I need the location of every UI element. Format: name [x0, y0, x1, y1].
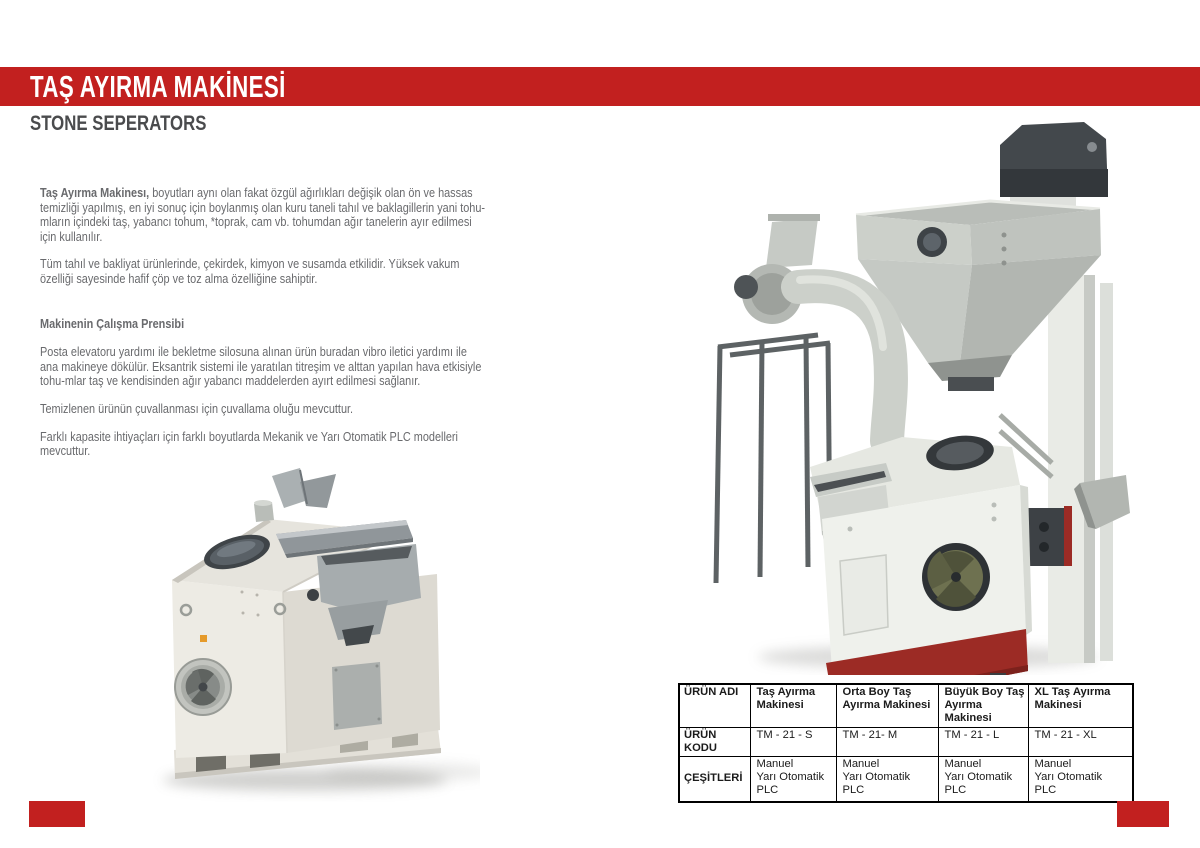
table-row-product-name: [679, 684, 1133, 727]
product-variants-cell: [836, 757, 938, 803]
product-code-cell: TM - 21- M: [836, 727, 938, 756]
page-title: TAŞ AYIRMA MAKİNESİ: [30, 69, 286, 104]
variant-line: Yarı Otomatik: [842, 771, 911, 784]
variant-line: Yarı Otomatik: [1034, 771, 1103, 784]
flow-paragraph: Posta elevatoru yardımı ile bekletme silosuna alınan ürün buradan vibro iletici yardımı ile ana makineye dökülür. Eksantrik sistemi ile yaratılan titreşim ve alttan yapılan hava etkisiyle tohu-mlar taş ve kendisinden ağır yabancı maddelerden ayırt edilmesi sağlanır.: [40, 344, 482, 389]
variant-line: Manuel: [756, 758, 794, 771]
product-name-cell: XL Taş Ayırma Makinesi: [1028, 684, 1133, 727]
page-header-bar: [0, 67, 1200, 106]
page-subtitle: STONE SEPERATORS: [30, 112, 207, 135]
product-name-cell: Büyük Boy Taş Ayırma Makinesi: [938, 684, 1028, 727]
intro-paragraph: [40, 186, 487, 244]
vacuum-paragraph: Tüm tahıl ve bakliyat ürünlerinde, çekirdek, kimyon ve susamda etkilidir. Yüksek vakum özelliği sayesinde hafif çöp ve toz alma özelliğine sahiptir.: [40, 256, 460, 286]
product-name-cell: Orta Boy Taş Ayırma Makinesi: [836, 684, 938, 727]
table-row-variants: [679, 757, 1133, 803]
product-variants-cell: [1028, 757, 1133, 803]
bottom-right-accent: [1117, 801, 1169, 827]
variant-line: Manuel: [944, 758, 982, 771]
intro-body: boyutları aynı olan fakat özgül ağırlıkları değişik olan ön ve hassas temizliği yapılmış, en iyi sonuç için boylanmış olan kuru taneli tahıl ve baklagillerin yani tohu-mların içindeki taş, yabancı tohum, *toprak, cam vb. tohumdan ağır tanelerin ayır edilmesi için kullanılır.: [40, 185, 486, 244]
large-stone-separator-image: [660, 115, 1180, 675]
models-paragraph: Farklı kapasite ihtiyaçları için farklı boyutlarda Mekanik ve Yarı Otomatik PLC modelleri mevcuttur.: [40, 428, 458, 459]
variant-line: Manuel: [842, 758, 880, 771]
small-stone-separator-image: [150, 462, 480, 802]
product-name-cell: Taş Ayırma Makinesi: [750, 684, 836, 727]
product-code-cell: TM - 21 - L: [938, 727, 1028, 756]
description-text: [40, 186, 487, 472]
product-code-cell: TM - 21 - XL: [1028, 727, 1133, 756]
small-machine-graphic: [150, 462, 480, 802]
variant-line: PLC: [756, 784, 779, 797]
table-row-product-code: [679, 727, 1133, 756]
product-variants-cell: [750, 757, 836, 803]
variant-line: Manuel: [1034, 758, 1072, 771]
bottom-left-accent: [29, 801, 85, 827]
product-code-cell: TM - 21 - S: [750, 727, 836, 756]
intro-lead: Taş Ayırma Makinesı,: [40, 185, 150, 200]
bagging-paragraph: Temizlenen ürünün çuvallanması için çuvallama oluğu mevcuttur.: [40, 400, 354, 416]
row-label-urun-kodu: ÜRÜN KODU: [679, 727, 750, 756]
variant-line: Yarı Otomatik: [756, 771, 825, 784]
product-variants-cell: [938, 757, 1028, 803]
row-label-urun-adi: ÜRÜN ADI: [679, 684, 750, 727]
variant-line: Yarı Otomatik: [944, 771, 1013, 784]
row-label-cesitleri: ÇEŞİTLERİ: [679, 757, 750, 803]
large-machine-graphic: [660, 115, 1180, 675]
variant-line: PLC: [944, 784, 967, 797]
working-principle-heading: Makinenin Çalışma Prensibi: [40, 315, 185, 331]
product-table: [678, 683, 1134, 803]
variant-line: PLC: [842, 784, 865, 797]
variant-line: PLC: [1034, 784, 1057, 797]
